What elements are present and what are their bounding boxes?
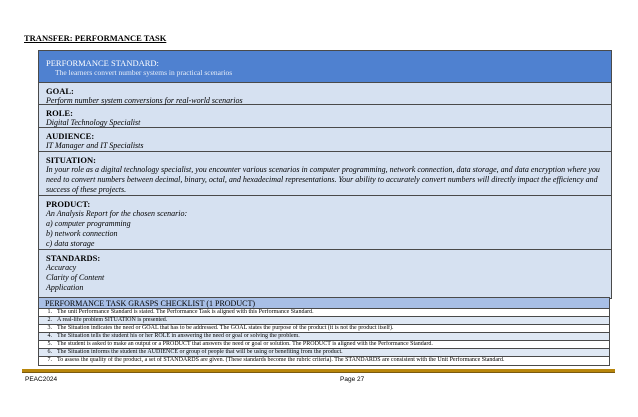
product-line: c) data storage [46,239,95,248]
checklist-text: The Situation indicates the need or GOAL that has to be addressed. The GOAL states the purpose of the product (it is not the product itself). [57,325,394,331]
checklist-title: PERFORMANCE TASK GRASPS CHECKLIST (1 PRODUCT) [39,298,609,309]
standard-label: PERFORMANCE STANDARD: [46,58,159,68]
goal-value: Perform number system conversions for real-world scenarios [46,96,243,105]
checklist-text: The unit Performance Standard is stated. The Performance Task is aligned with this Performance Standard. [57,309,314,315]
page-number: Page 27 [340,376,365,383]
checklist-item [39,317,609,325]
role-row [39,105,611,128]
checklist-text: The Situation informs the student the AUDIENCE or group of people that will be using or benefiting from the product. [57,349,343,355]
checklist-num: 1. [47,309,52,315]
goal-row [39,83,611,105]
footer-divider-thin [22,372,615,373]
standards-label: STANDARDS: [46,253,101,263]
standards-line: Clarity of Content [46,273,105,282]
page-heading: TRANSFER: PERFORMANCE TASK [24,33,167,43]
checklist-item [39,357,609,365]
checklist-item [39,333,609,341]
product-row [39,196,611,250]
product-line: b) network connection [46,229,118,238]
standards-line: Accuracy [46,263,77,272]
checklist-num: 5. [47,341,52,347]
standard-desc: The learners convert number systems in practical scenarios [55,68,233,77]
checklist-num: 6. [47,349,52,355]
situation-value: In your role as a digital technology specialist, you encounter various scenarios in computer programming, network connection, data storage, and data encryption where you need to convert numbers between decimal, binary, octal, and hexadecimal representations. Your ability to accurately convert numbers will directly impact the efficiency and success of these projects. [46,165,600,194]
product-label: PRODUCT: [46,199,91,209]
checklist-num: 7. [47,357,52,363]
audience-label: AUDIENCE: [46,131,95,141]
role-value: Digital Technology Specialist [46,118,141,127]
situation-row [39,152,611,196]
checklist-text: The student is asked to make an output or a PRODUCT that answers the need or goal or solution. The PRODUCT is aligned with the Performance Standard. [57,341,433,347]
goal-label: GOAL: [46,86,74,96]
footer-left-text: PEAC2024 [25,376,58,383]
checklist-text: A real-life problem SITUATION is presented. [57,317,168,323]
product-line: An Analysis Report for the chosen scenario: [46,209,188,218]
standards-line: Application [46,283,84,292]
role-label: ROLE: [46,108,73,118]
checklist-item [39,309,609,317]
situation-label: SITUATION: [46,155,96,165]
performance-standard-row [39,51,611,83]
grasps-checklist [38,297,610,366]
checklist-item [39,341,609,349]
checklist-item [39,349,609,357]
checklist-text: The Situation tells the student his or her ROLE in answering the need or goal or solving the problem. [57,333,300,339]
checklist-num: 4. [47,333,52,339]
audience-value: IT Manager and IT Specialists [46,141,144,150]
checklist-num: 2. [47,317,52,323]
checklist-item [39,325,609,333]
checklist-num: 3. [47,325,52,331]
standards-row [39,250,611,298]
product-line: a) computer programming [46,219,131,228]
checklist-text: To assess the quality of the product, a set of STANDARDS are given. (These standards become the rubric criteria). The STANDARDS are consistent with the Unit Performance Standard. [57,357,505,363]
audience-row [39,128,611,152]
grasps-table [38,50,612,299]
